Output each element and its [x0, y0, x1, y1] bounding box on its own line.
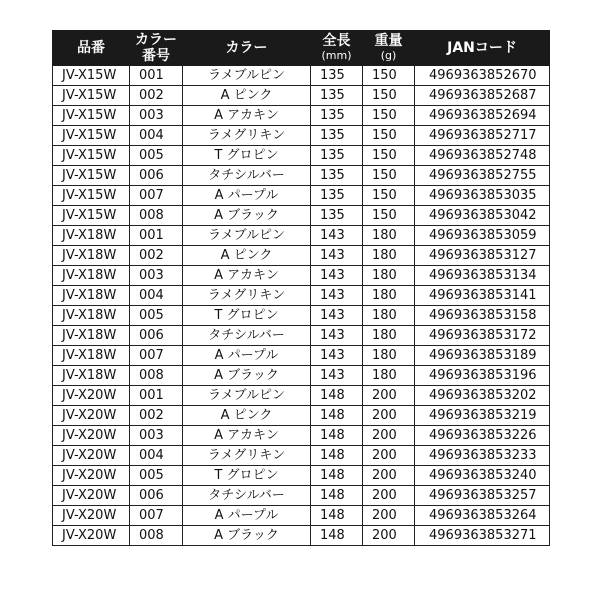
table-row — [53, 406, 550, 426]
cell-color-number: 008 — [130, 526, 183, 546]
cell-length: 135 — [311, 126, 363, 146]
header-weight: 重量 (g) — [363, 31, 415, 66]
cell-jan: 4969363853127 — [415, 246, 550, 266]
cell-color: A ブラック — [183, 206, 311, 226]
cell-code: JV-X18W — [53, 326, 130, 346]
cell-weight: 180 — [363, 246, 415, 266]
cell-color: A パープル — [183, 506, 311, 526]
table-row — [53, 526, 550, 546]
cell-color-number: 005 — [130, 146, 183, 166]
cell-color: ラメブルピン — [183, 226, 311, 246]
cell-code: JV-X20W — [53, 466, 130, 486]
cell-jan: 4969363852755 — [415, 166, 550, 186]
cell-color: タチシルバー — [183, 166, 311, 186]
cell-color: A ピンク — [183, 246, 311, 266]
cell-length: 135 — [311, 146, 363, 166]
cell-jan: 4969363853035 — [415, 186, 550, 206]
cell-code: JV-X15W — [53, 146, 130, 166]
table-row — [53, 306, 550, 326]
cell-code: JV-X18W — [53, 226, 130, 246]
cell-length: 143 — [311, 226, 363, 246]
cell-jan: 4969363852694 — [415, 106, 550, 126]
table-row — [53, 146, 550, 166]
header-length: 全長 (mm) — [311, 31, 363, 66]
cell-code: JV-X15W — [53, 66, 130, 86]
table-row — [53, 66, 550, 86]
cell-color: A ブラック — [183, 366, 311, 386]
table-row — [53, 366, 550, 386]
cell-color: タチシルバー — [183, 486, 311, 506]
cell-jan: 4969363853202 — [415, 386, 550, 406]
length-unit: (mm) — [321, 49, 352, 62]
cell-color-number: 007 — [130, 186, 183, 206]
cell-weight: 180 — [363, 326, 415, 346]
cell-color-number: 005 — [130, 306, 183, 326]
cell-color: T グロピン — [183, 306, 311, 326]
cell-color-number: 008 — [130, 206, 183, 226]
cell-code: JV-X18W — [53, 346, 130, 366]
cell-code: JV-X20W — [53, 486, 130, 506]
cell-color-number: 004 — [130, 126, 183, 146]
header-color-number: カラー 番号 — [130, 31, 183, 66]
cell-jan: 4969363853219 — [415, 406, 550, 426]
cell-length: 148 — [311, 406, 363, 426]
table-row — [53, 106, 550, 126]
cell-code: JV-X20W — [53, 386, 130, 406]
cell-jan: 4969363853233 — [415, 446, 550, 466]
cell-color: ラメグリキン — [183, 286, 311, 306]
table-row — [53, 286, 550, 306]
cell-code: JV-X18W — [53, 286, 130, 306]
cell-length: 143 — [311, 326, 363, 346]
cell-jan: 4969363853271 — [415, 526, 550, 546]
cell-weight: 180 — [363, 306, 415, 326]
cell-weight: 200 — [363, 426, 415, 446]
table-row — [53, 386, 550, 406]
header-color: カラー — [183, 31, 311, 66]
table-row — [53, 266, 550, 286]
cell-color-number: 004 — [130, 446, 183, 466]
cell-weight: 200 — [363, 466, 415, 486]
cell-length: 135 — [311, 206, 363, 226]
cell-color: A パープル — [183, 346, 311, 366]
cell-jan: 4969363852670 — [415, 66, 550, 86]
cell-length: 148 — [311, 466, 363, 486]
cell-color-number: 003 — [130, 106, 183, 126]
header-row — [53, 31, 550, 66]
cell-weight: 180 — [363, 286, 415, 306]
cell-color-number: 006 — [130, 166, 183, 186]
cell-color: A ピンク — [183, 86, 311, 106]
cell-code: JV-X20W — [53, 406, 130, 426]
cell-color: A アカキン — [183, 106, 311, 126]
cell-color-number: 002 — [130, 246, 183, 266]
cell-color-number: 003 — [130, 266, 183, 286]
cell-code: JV-X18W — [53, 306, 130, 326]
cell-weight: 180 — [363, 366, 415, 386]
cell-color-number: 001 — [130, 386, 183, 406]
cell-color-number: 006 — [130, 486, 183, 506]
cell-code: JV-X20W — [53, 446, 130, 466]
cell-length: 143 — [311, 246, 363, 266]
cell-jan: 4969363853226 — [415, 426, 550, 446]
cell-code: JV-X15W — [53, 186, 130, 206]
cell-jan: 4969363853264 — [415, 506, 550, 526]
cell-code: JV-X15W — [53, 166, 130, 186]
cell-length: 135 — [311, 106, 363, 126]
cell-code: JV-X20W — [53, 506, 130, 526]
cell-color-number: 002 — [130, 86, 183, 106]
cell-weight: 200 — [363, 446, 415, 466]
cell-color-number: 002 — [130, 406, 183, 426]
cell-weight: 200 — [363, 406, 415, 426]
cell-jan: 4969363853134 — [415, 266, 550, 286]
cell-weight: 150 — [363, 166, 415, 186]
cell-color: A ブラック — [183, 526, 311, 546]
table-header — [53, 31, 550, 66]
cell-color-number: 007 — [130, 346, 183, 366]
cell-length: 135 — [311, 86, 363, 106]
cell-length: 143 — [311, 366, 363, 386]
cell-code: JV-X18W — [53, 266, 130, 286]
table-row — [53, 506, 550, 526]
cell-weight: 150 — [363, 126, 415, 146]
cell-length: 148 — [311, 386, 363, 406]
cell-code: JV-X18W — [53, 246, 130, 266]
cell-color-number: 001 — [130, 226, 183, 246]
table-row — [53, 426, 550, 446]
cell-length: 143 — [311, 266, 363, 286]
cell-color: ラメブルピン — [183, 386, 311, 406]
table-row — [53, 326, 550, 346]
cell-jan: 4969363853196 — [415, 366, 550, 386]
cell-jan: 4969363853042 — [415, 206, 550, 226]
cell-color: タチシルバー — [183, 326, 311, 346]
cell-color: A アカキン — [183, 426, 311, 446]
cell-color: A アカキン — [183, 266, 311, 286]
cell-weight: 150 — [363, 66, 415, 86]
cell-code: JV-X15W — [53, 106, 130, 126]
cell-weight: 150 — [363, 206, 415, 226]
cell-code: JV-X20W — [53, 526, 130, 546]
table-row — [53, 226, 550, 246]
cell-color: T グロピン — [183, 466, 311, 486]
table-row — [53, 206, 550, 226]
header-jan: JANコード — [415, 31, 550, 66]
table-row — [53, 246, 550, 266]
table-row — [53, 126, 550, 146]
header-code: 品番 — [53, 31, 130, 66]
cell-weight: 200 — [363, 486, 415, 506]
cell-color: ラメブルピン — [183, 66, 311, 86]
cell-weight: 180 — [363, 226, 415, 246]
cell-weight: 150 — [363, 186, 415, 206]
cell-weight: 200 — [363, 526, 415, 546]
weight-unit: (g) — [380, 49, 397, 62]
cell-code: JV-X18W — [53, 366, 130, 386]
cell-weight: 200 — [363, 506, 415, 526]
cell-jan: 4969363852748 — [415, 146, 550, 166]
table-row — [53, 186, 550, 206]
cell-length: 148 — [311, 526, 363, 546]
cell-jan: 4969363853257 — [415, 486, 550, 506]
cell-jan: 4969363853158 — [415, 306, 550, 326]
cell-length: 148 — [311, 506, 363, 526]
cell-weight: 150 — [363, 106, 415, 126]
table-row — [53, 346, 550, 366]
cell-color-number: 005 — [130, 466, 183, 486]
cell-code: JV-X15W — [53, 206, 130, 226]
cell-color: ラメグリキン — [183, 126, 311, 146]
cell-color-number: 003 — [130, 426, 183, 446]
cell-jan: 4969363852717 — [415, 126, 550, 146]
cell-color: ラメグリキン — [183, 446, 311, 466]
cell-length: 143 — [311, 286, 363, 306]
cell-weight: 150 — [363, 146, 415, 166]
cell-length: 143 — [311, 306, 363, 326]
cell-jan: 4969363853172 — [415, 326, 550, 346]
cell-length: 148 — [311, 446, 363, 466]
table-row — [53, 86, 550, 106]
cell-length: 143 — [311, 346, 363, 366]
cell-jan: 4969363853189 — [415, 346, 550, 366]
table-row — [53, 446, 550, 466]
table-body — [53, 66, 550, 546]
cell-weight: 150 — [363, 86, 415, 106]
cell-color-number: 007 — [130, 506, 183, 526]
cell-color: A パープル — [183, 186, 311, 206]
cell-length: 148 — [311, 486, 363, 506]
cell-color-number: 001 — [130, 66, 183, 86]
cell-color-number: 008 — [130, 366, 183, 386]
cell-jan: 4969363852687 — [415, 86, 550, 106]
cell-length: 148 — [311, 426, 363, 446]
cell-jan: 4969363853240 — [415, 466, 550, 486]
table-row — [53, 486, 550, 506]
cell-length: 135 — [311, 166, 363, 186]
cell-code: JV-X20W — [53, 426, 130, 446]
cell-length: 135 — [311, 66, 363, 86]
cell-color-number: 006 — [130, 326, 183, 346]
cell-weight: 180 — [363, 346, 415, 366]
cell-code: JV-X15W — [53, 86, 130, 106]
cell-weight: 200 — [363, 386, 415, 406]
cell-code: JV-X15W — [53, 126, 130, 146]
spec-table — [52, 30, 550, 546]
cell-color: T グロピン — [183, 146, 311, 166]
table-row — [53, 166, 550, 186]
cell-weight: 180 — [363, 266, 415, 286]
cell-jan: 4969363853059 — [415, 226, 550, 246]
cell-color-number: 004 — [130, 286, 183, 306]
table-row — [53, 466, 550, 486]
cell-jan: 4969363853141 — [415, 286, 550, 306]
cell-length: 135 — [311, 186, 363, 206]
cell-color: A ピンク — [183, 406, 311, 426]
